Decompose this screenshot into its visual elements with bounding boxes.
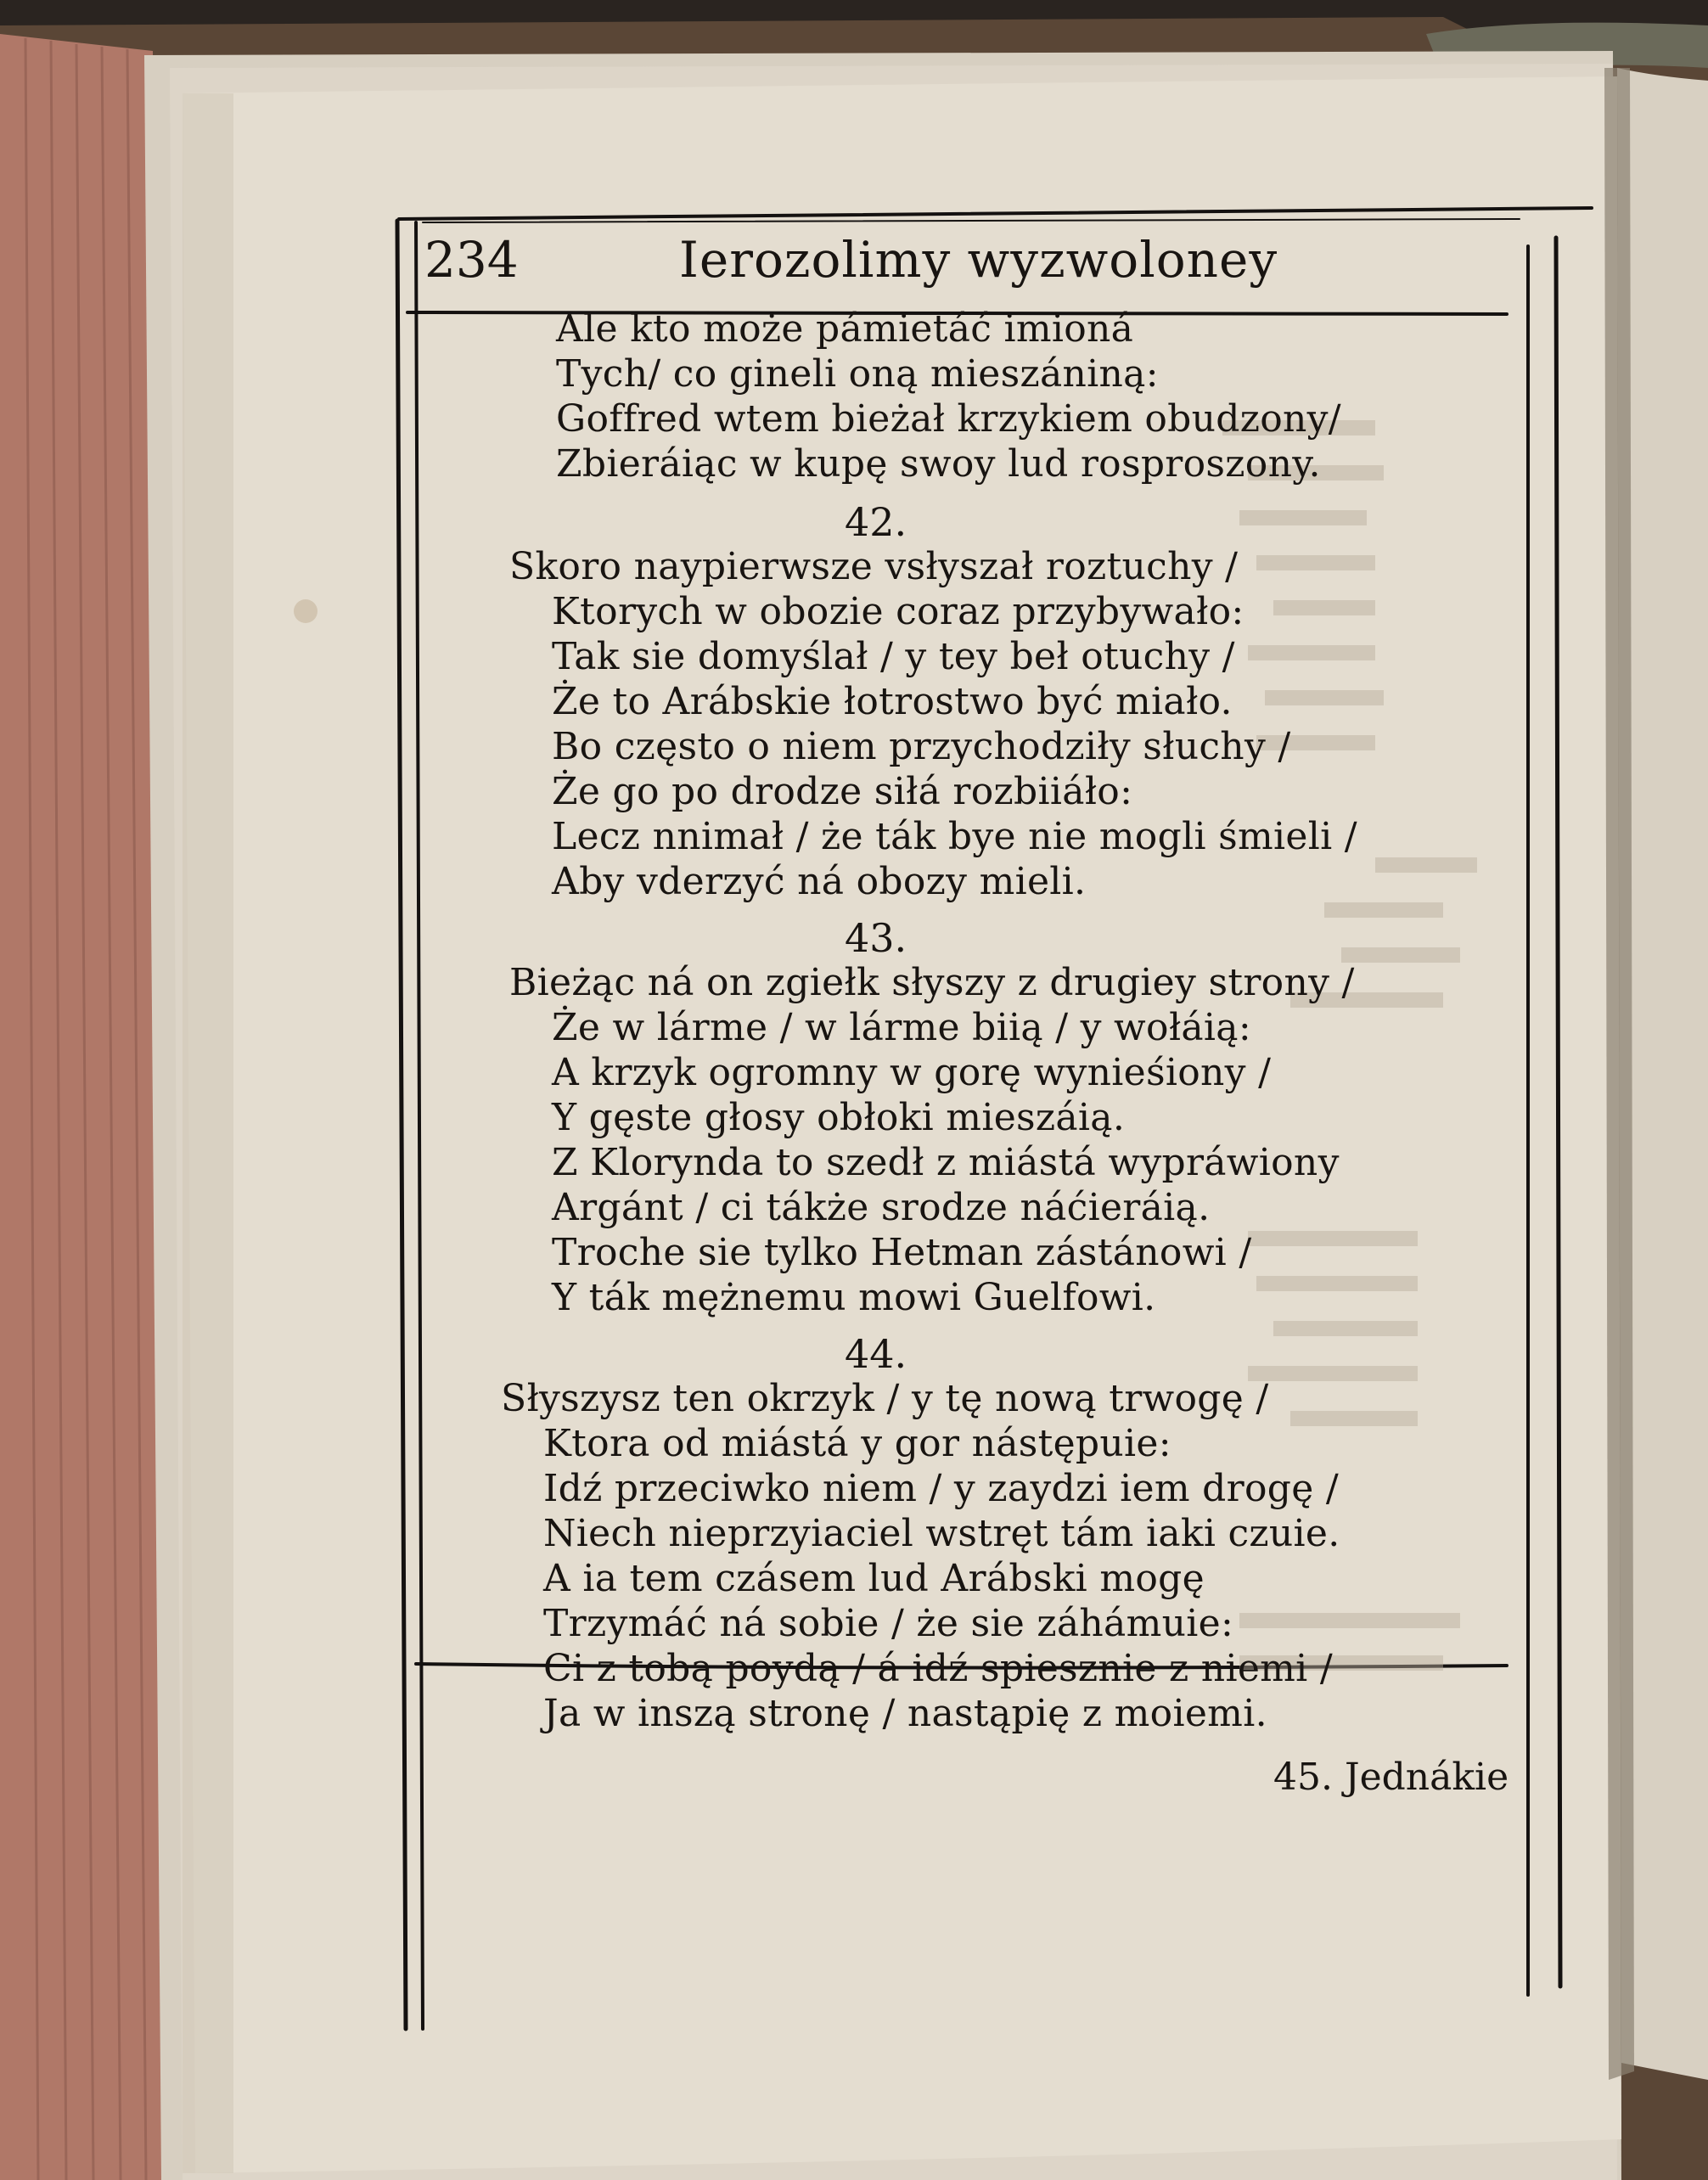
verse-line: A ia tem czásem lud Arábski mogę [543,1557,1205,1600]
verse-line: Y gęste głosy obłoki mieszáią. [552,1096,1126,1139]
running-title: Ierozolimy wyzwoloney [679,231,1278,289]
verse-line: Argánt / ci tákże srodze náćieráią. [552,1186,1211,1229]
stanza-number: 44. [845,1331,907,1377]
verse-line: Ktora od miástá y gor nástępuie: [543,1422,1171,1465]
verse-line: Y ták mężnemu mowi Guelfowi. [552,1276,1156,1319]
verse-line: Tych/ co gineli oną mieszániną: [556,352,1159,396]
verse-line: Że go po drodze siłá rozbiiáło: [552,770,1133,813]
verse-line: Goffred wtem bieżał krzykiem obudzony/ [556,397,1341,441]
stanza-number: 42. [845,499,907,545]
catchword: 45. Jednákie [1273,1756,1509,1799]
verse-line: Ci z tobą poydą / á idź spiesznie z niemi / [543,1647,1333,1690]
verse-line: A krzyk ogromny w gorę wynieśiony / [552,1051,1272,1094]
verse-line: Bo często o niem przychodziły słuchy / [552,725,1291,768]
stanza-number: 43. [845,915,907,961]
verse-line: Ktorych w obozie coraz przybywało: [552,590,1244,633]
page-number: 234 [424,231,519,289]
verse-line: Ale kto może pámietáć imioná [556,307,1134,351]
verse-line: Tak sie domyślał / y tey beł otuchy / [552,635,1235,678]
verse-line: Bieżąc ná on zgiełk słyszy z drugiey strony / [509,961,1355,1004]
verse-line: Że w lárme / w lárme biią / y wołáią: [552,1006,1251,1049]
verse-line: Ja w inszą stronę / nastąpię z moiemi. [543,1692,1267,1735]
verse-line: Zbieráiąc w kupę swoy lud rosproszony. [556,442,1321,486]
verse-line: Słyszysz ten okrzyk / y tę nową trwogę / [501,1377,1269,1420]
verse-line: Niech nieprzyiaciel wstręt tám iaki czuie. [543,1512,1340,1555]
verse-line: Skoro naypierwsze vsłyszał roztuchy / [509,545,1239,588]
verse-line: Że to Arábskie łotrostwo być miało. [552,680,1233,723]
verse-line: Trzymáć ná sobie / że sie záhámuie: [543,1602,1234,1645]
verse-line: Troche sie tylko Hetman zástánowi / [552,1231,1252,1274]
verse-line: Lecz nnimał / że ták bye nie mogli śmieli / [552,815,1357,858]
verse-line: Idź przeciwko niem / y zaydzi iem drogę / [543,1467,1339,1510]
verse-line: Aby vderzyć ná obozy mieli. [552,860,1087,903]
verse-line: Z Klorynda to szedł z miástá wypráwiony [552,1141,1340,1184]
